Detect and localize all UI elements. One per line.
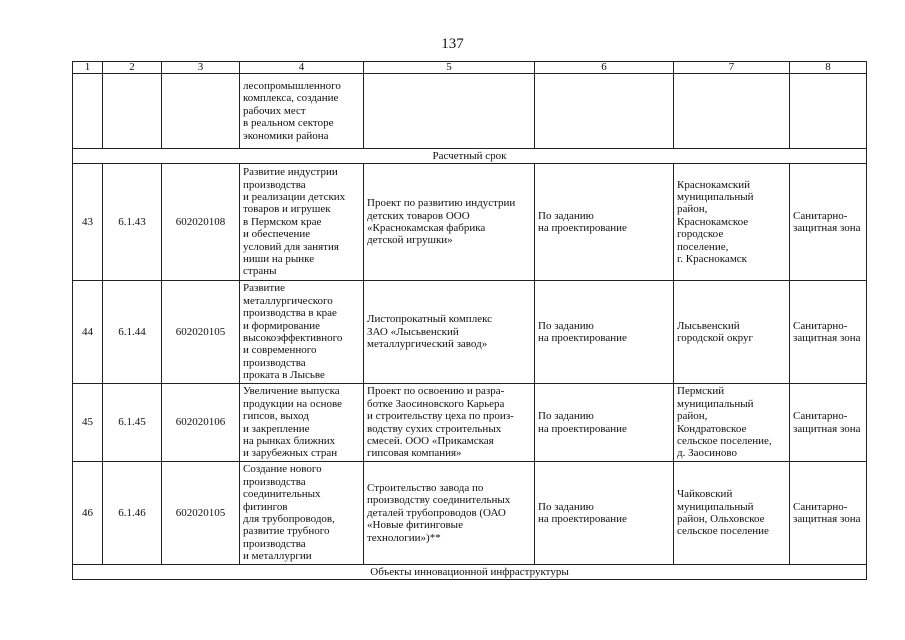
section-title: Объекты инновационной инфраструктуры [73, 565, 867, 580]
header-cell-5: 5 [364, 62, 535, 74]
cell-empty [535, 74, 674, 149]
cell-number: 43 [73, 164, 103, 281]
header-cell-4: 4 [240, 62, 364, 74]
cell-empty [364, 74, 535, 149]
continuation-row [73, 74, 867, 149]
cell-empty [162, 74, 240, 149]
section-title: Расчетный срок [73, 149, 867, 164]
cell-code: 6.1.44 [103, 281, 162, 384]
table-row [73, 384, 867, 462]
cell-number: 45 [73, 384, 103, 462]
cell-zone: Санитарно- защитная зона [790, 384, 867, 462]
section-row [73, 149, 867, 164]
cell-location: Лысьвенский городской округ [674, 281, 790, 384]
cell-goal: Развитие металлургического производства в крае и формирование высокоэффективного и современного производства проката в Лысьве [240, 281, 364, 384]
cell-goal: Развитие индустрии производства и реализации детских товаров и игрушек в Пермском крае и обеспечение условий для занятия ниши на рынке страны [240, 164, 364, 281]
cell-project: Листопрокатный комплекс ЗАО «Лысьвенский металлургический завод» [364, 281, 535, 384]
cell-project: Строительство завода по производству соединительных деталей трубопроводов (ОАО «Новые фитинговые технологии»)** [364, 462, 535, 565]
cell-basis: По заданию на проектирование [535, 384, 674, 462]
cell-id: 602020105 [162, 462, 240, 565]
cell-project: Проект по освоению и разра- ботке Заосиновского Карьера и строительству цеха по произ- водству сухих строительных смесей. ООО «Прикамская гипсовая компания» [364, 384, 535, 462]
cell-code: 6.1.43 [103, 164, 162, 281]
cell-basis: По заданию на проектирование [535, 281, 674, 384]
cell-code: 6.1.45 [103, 384, 162, 462]
cell-basis: По заданию на проектирование [535, 164, 674, 281]
table-row [73, 164, 867, 281]
cell-location: Краснокамский муниципальный район, Краснокамское городское поселение, г. Краснокамск [674, 164, 790, 281]
page-number: 137 [441, 36, 464, 52]
objects-table [72, 61, 867, 580]
cell-location: Чайковский муниципальный район, Ольховское сельское поселение [674, 462, 790, 565]
cell-goal: лесопромышленного комплекса, создание рабочих мест в реальном секторе экономики района [240, 74, 364, 149]
table-row [73, 281, 867, 384]
cell-id: 602020108 [162, 164, 240, 281]
cell-empty [103, 74, 162, 149]
cell-basis: По заданию на проектирование [535, 462, 674, 565]
cell-number: 46 [73, 462, 103, 565]
cell-empty [73, 74, 103, 149]
header-cell-1: 1 [73, 62, 103, 74]
header-cell-3: 3 [162, 62, 240, 74]
header-cell-6: 6 [535, 62, 674, 74]
cell-empty [790, 74, 867, 149]
cell-goal: Увеличение выпуска продукции на основе гипсов, выход и закрепление на рынках ближних и зарубежных стран [240, 384, 364, 462]
cell-empty [674, 74, 790, 149]
header-cell-2: 2 [103, 62, 162, 74]
cell-id: 602020105 [162, 281, 240, 384]
table-header-row [73, 62, 867, 74]
cell-project: Проект по развитию индустрии детских товаров ООО «Краснокамская фабрика детской игрушки» [364, 164, 535, 281]
header-cell-7: 7 [674, 62, 790, 74]
cell-location: Пермский муниципальный район, Кондратовское сельское поселение, д. Заосиново [674, 384, 790, 462]
cell-zone: Санитарно- защитная зона [790, 462, 867, 565]
cell-zone: Санитарно- защитная зона [790, 164, 867, 281]
section-row [73, 565, 867, 580]
cell-zone: Санитарно- защитная зона [790, 281, 867, 384]
cell-id: 602020106 [162, 384, 240, 462]
table-row [73, 462, 867, 565]
cell-number: 44 [73, 281, 103, 384]
cell-code: 6.1.46 [103, 462, 162, 565]
header-cell-8: 8 [790, 62, 867, 74]
cell-goal: Создание нового производства соединительных фитингов для трубопроводов, развитие трубного производства и металлургии [240, 462, 364, 565]
